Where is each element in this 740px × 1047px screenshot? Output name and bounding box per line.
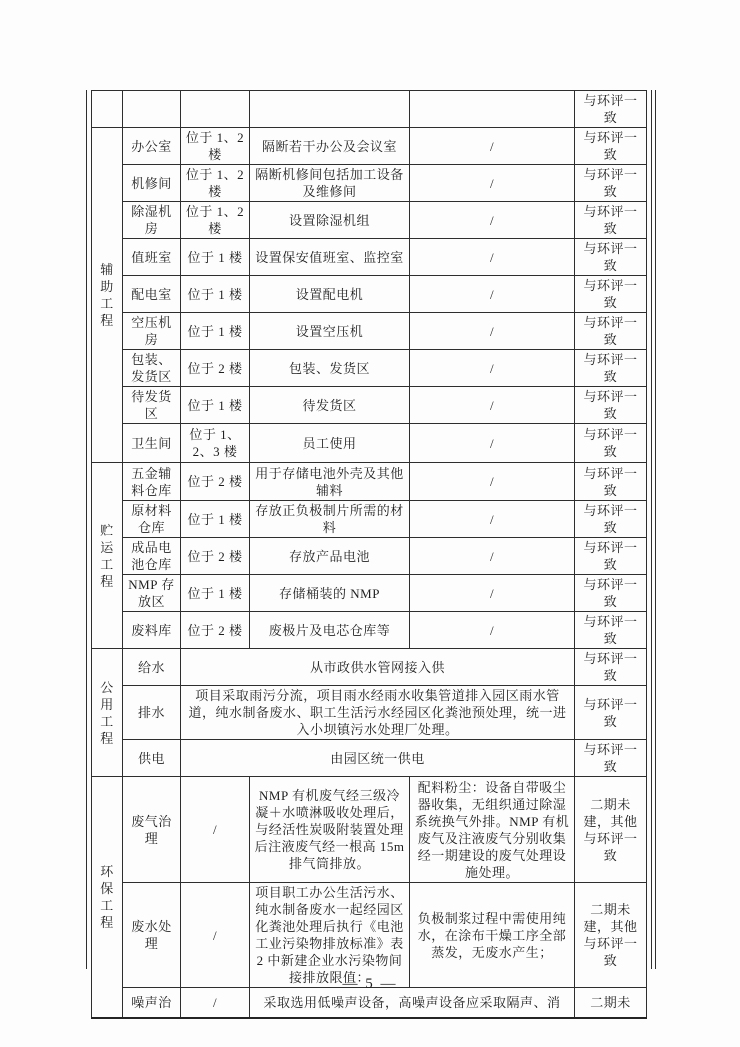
cell-item-name: 供电	[123, 740, 181, 777]
cell-item-name: 除湿机房	[123, 202, 181, 239]
cell-conclusion: 与环评一致	[575, 612, 647, 649]
cell-measure: /	[410, 538, 575, 575]
cell-item-name: 办公室	[123, 128, 181, 165]
cell-actual: 隔断若干办公及会议室	[250, 128, 410, 165]
cell-actual: NMP 有机废气经三级冷凝＋水喷淋吸收处理后，与经活性炭吸附装置处理后注液废气经一根高 15m 排气筒排放。	[250, 777, 410, 883]
table-row-continuation	[92, 91, 647, 128]
cell-item-name: 原材料仓库	[123, 501, 181, 538]
cell-location: /	[181, 883, 250, 988]
cell-measure: 负极制浆过程中需使用纯水，在涂布干燥工序全部蒸发，无废水产生；	[410, 883, 575, 988]
cell-actual: 待发货区	[250, 387, 410, 424]
cell-item-name: 包装、发货区	[123, 350, 181, 387]
table-row	[92, 463, 647, 501]
table-row	[92, 387, 647, 424]
cell-measure: /	[410, 463, 575, 501]
cell-measure: /	[410, 387, 575, 424]
cell-actual: 用于存储电池外壳及其他辅料	[250, 463, 410, 501]
cell-measure: /	[410, 165, 575, 202]
cell-conclusion: 与环评一致	[575, 91, 647, 128]
cell-location: 位于 2 楼	[181, 538, 250, 575]
cell-item-name: 成品电池仓库	[123, 538, 181, 575]
table-row	[92, 501, 647, 538]
cell-actual: 项目职工办公生活污水、纯水制备废水一起经园区化粪池处理后执行《电池工业污染物排放标准》表 2 中新建企业水污染物间接排放限值：	[250, 883, 410, 988]
construction-comparison-table	[91, 90, 647, 1019]
cell-item-name	[123, 91, 181, 128]
cell-item-name: 排水	[123, 686, 181, 740]
cell-location: 位于 2 楼	[181, 350, 250, 387]
page-frame-line-left	[86, 90, 87, 969]
cell-category: 环保工程	[92, 777, 123, 1018]
cell-actual: 设置除湿机组	[250, 202, 410, 239]
cell-description: 采取选用低噪声设备，高噪声设备应采取隔声、消	[250, 988, 575, 1018]
cell-measure	[410, 91, 575, 128]
cell-measure: /	[410, 239, 575, 276]
cell-conclusion: 与环评一致	[575, 686, 647, 740]
table-row	[92, 575, 647, 612]
table-row	[92, 239, 647, 276]
table-row	[92, 883, 647, 988]
cell-conclusion: 与环评一致	[575, 350, 647, 387]
cell-measure: /	[410, 612, 575, 649]
cell-measure: /	[410, 350, 575, 387]
cell-item-name: 值班室	[123, 239, 181, 276]
cell-item-name: 废料库	[123, 612, 181, 649]
table-row	[92, 777, 647, 883]
cell-location: /	[181, 777, 250, 883]
cell-actual: 设置保安值班室、监控室	[250, 239, 410, 276]
cell-conclusion: 与环评一致	[575, 501, 647, 538]
table-row	[92, 686, 647, 740]
cell-conclusion: 与环评一致	[575, 313, 647, 350]
cell-actual	[250, 91, 410, 128]
table-row	[92, 612, 647, 649]
cell-actual: 设置配电机	[250, 276, 410, 313]
cell-location	[181, 91, 250, 128]
table-row	[92, 538, 647, 575]
cell-location: 位于 1、2、3 楼	[181, 424, 250, 463]
cell-location: 位于 1 楼	[181, 575, 250, 612]
cell-actual: 存储桶装的 NMP	[250, 575, 410, 612]
cell-conclusion: 与环评一致	[575, 740, 647, 777]
cell-item-name: 待发货区	[123, 387, 181, 424]
table-row	[92, 313, 647, 350]
cell-location: 位于 1、2 楼	[181, 128, 250, 165]
cell-category	[92, 91, 123, 128]
cell-item-name: NMP 存放区	[123, 575, 181, 612]
cell-measure: /	[410, 276, 575, 313]
cell-location: /	[181, 988, 250, 1018]
cell-conclusion: 与环评一致	[575, 649, 647, 686]
cell-item-name: 空压机房	[123, 313, 181, 350]
cell-actual: 员工使用	[250, 424, 410, 463]
cell-measure: /	[410, 424, 575, 463]
cell-item-name: 给水	[123, 649, 181, 686]
cell-conclusion: 与环评一致	[575, 387, 647, 424]
table-row	[92, 128, 647, 165]
cell-description: 项目采取雨污分流，项目雨水经雨水收集管道排入园区雨水管道，纯水制备废水、职工生活污水经园区化粪池预处理，统一进入小坝镇污水处理厂处理。	[181, 686, 575, 740]
table-row	[92, 276, 647, 313]
cell-actual: 包装、发货区	[250, 350, 410, 387]
cell-item-name: 机修间	[123, 165, 181, 202]
cell-location: 位于 1 楼	[181, 387, 250, 424]
table-row	[92, 649, 647, 686]
cell-location: 位于 2 楼	[181, 463, 250, 501]
cell-item-name: 五金辅料仓库	[123, 463, 181, 501]
cell-conclusion: 与环评一致	[575, 463, 647, 501]
cell-category: 公用工程	[92, 649, 123, 777]
cell-category: 贮运工程	[92, 463, 123, 649]
cell-location: 位于 1 楼	[181, 276, 250, 313]
cell-description: 从市政供水管网接入供	[181, 649, 575, 686]
page-number: — 5 —	[342, 976, 398, 992]
cell-measure: /	[410, 313, 575, 350]
cell-conclusion: 与环评一致	[575, 239, 647, 276]
cell-measure: /	[410, 128, 575, 165]
cell-measure: /	[410, 501, 575, 538]
cell-actual: 隔断机修间包括加工设备及维修间	[250, 165, 410, 202]
table-row	[92, 424, 647, 463]
cell-actual: 设置空压机	[250, 313, 410, 350]
cell-item-name: 噪声治	[123, 988, 181, 1018]
cell-conclusion: 与环评一致	[575, 424, 647, 463]
cell-conclusion: 与环评一致	[575, 276, 647, 313]
cell-actual: 废极片及电芯仓库等	[250, 612, 410, 649]
cell-item-name: 废水处理	[123, 883, 181, 988]
cell-item-name: 卫生间	[123, 424, 181, 463]
cell-conclusion: 与环评一致	[575, 538, 647, 575]
cell-category: 辅助工程	[92, 128, 123, 463]
cell-description: 由园区统一供电	[181, 740, 575, 777]
table-row	[92, 165, 647, 202]
table-row	[92, 350, 647, 387]
cell-location: 位于 1 楼	[181, 501, 250, 538]
cell-actual: 存放产品电池	[250, 538, 410, 575]
cell-conclusion: 二期未建，其他与环评一致	[575, 777, 647, 883]
cell-location: 位于 1 楼	[181, 239, 250, 276]
cell-location: 位于 1、2 楼	[181, 202, 250, 239]
cell-item-name: 废气治理	[123, 777, 181, 883]
cell-measure: /	[410, 575, 575, 612]
cell-location: 位于 1、2 楼	[181, 165, 250, 202]
cell-conclusion: 与环评一致	[575, 575, 647, 612]
cell-location: 位于 1 楼	[181, 313, 250, 350]
cell-conclusion: 与环评一致	[575, 202, 647, 239]
cell-conclusion: 与环评一致	[575, 128, 647, 165]
table-row	[92, 202, 647, 239]
cell-measure: /	[410, 202, 575, 239]
cell-actual: 存放正负极制片所需的材料	[250, 501, 410, 538]
cell-conclusion: 与环评一致	[575, 165, 647, 202]
page-frame-line-right	[651, 90, 656, 969]
table-row	[92, 740, 647, 777]
cell-measure: 配料粉尘：设备自带吸尘器收集，无组织通过除湿系统换气外排。NMP 有机废气及注液废气分别收集经一期建设的废气处理设施处理。	[410, 777, 575, 883]
cell-conclusion: 二期未建，其他与环评一致	[575, 883, 647, 988]
cell-item-name: 配电室	[123, 276, 181, 313]
cell-conclusion: 二期未	[575, 988, 647, 1018]
cell-location: 位于 2 楼	[181, 612, 250, 649]
